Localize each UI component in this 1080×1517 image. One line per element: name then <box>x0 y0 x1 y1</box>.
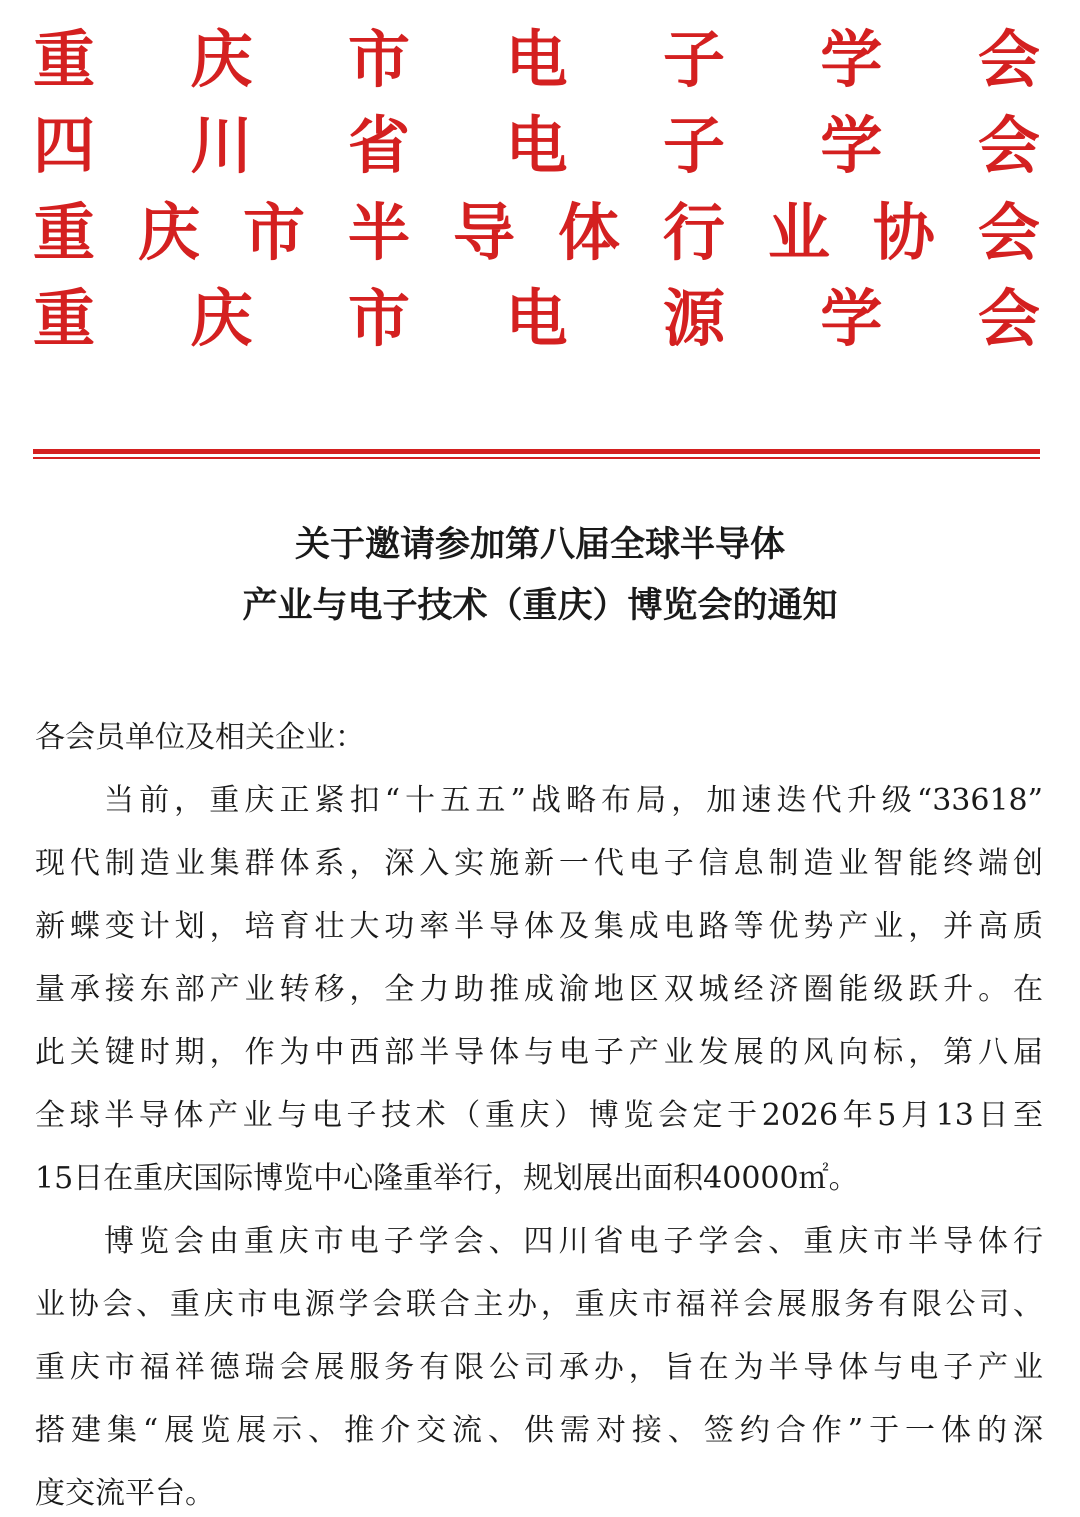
paragraph-2-line: 度交流平台。 <box>35 1476 215 1511</box>
letterhead-org-4 <box>33 284 1040 354</box>
paragraph-1-line: 全球半导体产业与电子技术（重庆）博览会定于2026年5月13日至 <box>35 1098 1043 1133</box>
letterhead-divider <box>33 449 1040 454</box>
letterhead-char: 重 <box>33 23 96 96</box>
letterhead-org-2 <box>33 111 1040 181</box>
letterhead-char: 学 <box>820 282 883 355</box>
paragraph-2-line: 业协会、重庆市电源学会联合主办，重庆市福祥会展服务有限公司、 <box>35 1287 1043 1322</box>
paragraph-1-line: 此关键时期，作为中西部半导体与电子产业发展的风向标，第八届 <box>35 1035 1043 1070</box>
letterhead-org-3 <box>33 198 1040 268</box>
letterhead-org-1 <box>33 25 1040 95</box>
letterhead-char: 市 <box>347 23 410 96</box>
letterhead-char: 会 <box>977 196 1040 269</box>
letterhead-char: 子 <box>662 109 725 182</box>
letterhead-char: 协 <box>872 196 935 269</box>
letterhead-char: 会 <box>977 282 1040 355</box>
letterhead-char: 源 <box>662 282 725 355</box>
letterhead-char: 庆 <box>190 23 253 96</box>
letterhead-char: 电 <box>505 23 568 96</box>
letterhead-char: 业 <box>767 196 830 269</box>
letterhead-char: 庆 <box>190 282 253 355</box>
paragraph-2-line: 博览会由重庆市电子学会、四川省电子学会、重庆市半导体行 <box>104 1224 1043 1259</box>
letterhead-char: 学 <box>820 23 883 96</box>
letterhead-char: 四 <box>33 109 96 182</box>
letterhead-char: 市 <box>242 196 305 269</box>
letterhead-char: 电 <box>505 109 568 182</box>
letterhead-char: 体 <box>557 196 620 269</box>
paragraph-1-line: 现代制造业集群体系，深入实施新一代电子信息制造业智能终端创 <box>35 846 1043 881</box>
letterhead-char: 学 <box>820 109 883 182</box>
letterhead-char: 子 <box>662 23 725 96</box>
salutation: 各会员单位及相关企业： <box>35 720 365 755</box>
paragraph-1-line: 当前，重庆正紧扣“十五五”战略布局，加速迭代升级“33618” <box>104 783 1043 818</box>
document-title-line-1: 关于邀请参加第八届全球半导体 <box>294 524 785 565</box>
letterhead-divider-thin <box>33 457 1040 459</box>
letterhead-char: 会 <box>977 23 1040 96</box>
letterhead-char: 电 <box>505 282 568 355</box>
letterhead-char: 重 <box>33 196 96 269</box>
letterhead-char: 川 <box>190 109 253 182</box>
letterhead-char: 半 <box>347 196 410 269</box>
letterhead-char: 庆 <box>137 196 200 269</box>
letterhead-char: 重 <box>33 282 96 355</box>
letterhead-char: 行 <box>662 196 725 269</box>
paragraph-1-line: 15日在重庆国际博览中心隆重举行，规划展出面积40000㎡。 <box>35 1161 859 1196</box>
paragraph-1-line: 新蝶变计划，培育壮大功率半导体及集成电路等优势产业，并高质 <box>35 909 1043 944</box>
letterhead-char: 导 <box>452 196 515 269</box>
letterhead-char: 省 <box>347 109 410 182</box>
paragraph-2-line: 搭建集“展览展示、推介交流、供需对接、签约合作”于一体的深 <box>35 1413 1043 1448</box>
document-title-line-2: 产业与电子技术（重庆）博览会的通知 <box>242 585 838 626</box>
paragraph-2-line: 重庆市福祥德瑞会展服务有限公司承办，旨在为半导体与电子产业 <box>35 1350 1043 1385</box>
letterhead-char: 会 <box>977 109 1040 182</box>
paragraph-1-line: 量承接东部产业转移，全力助推成渝地区双城经济圈能级跃升。在 <box>35 972 1043 1007</box>
letterhead-char: 市 <box>347 282 410 355</box>
